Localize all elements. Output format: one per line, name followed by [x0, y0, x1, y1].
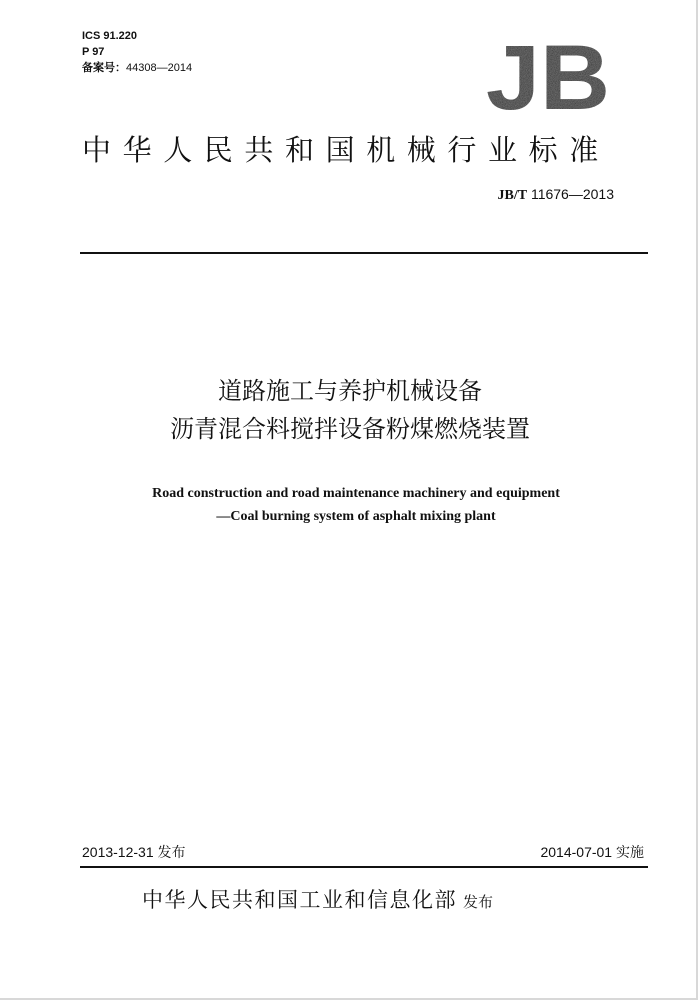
classification-code: P 97 [82, 46, 105, 58]
record-number [82, 60, 192, 76]
ics-code: ICS 91.220 [82, 30, 138, 42]
chinese-title-line-2: 沥青混合料搅拌设备粉煤燃烧装置 [170, 415, 530, 443]
english-title-line-1: Road construction and road maintenance machinery and equipment [152, 486, 560, 501]
top-divider [80, 252, 648, 254]
classification-block [82, 28, 192, 76]
chinese-title-line-1: 道路施工与养护机械设备 [218, 377, 482, 405]
record-value: 44308—2014 [126, 62, 193, 74]
publisher-name: 中华人民共和国工业和信息化部 [142, 888, 457, 912]
jb-logo [484, 38, 614, 114]
publisher-line [142, 884, 493, 914]
chinese-title [0, 372, 700, 448]
jb-logo-text: JB [486, 38, 610, 114]
publish-label: 发布 [463, 893, 494, 911]
english-title [0, 482, 700, 528]
standard-code-prefix: JB/T [497, 188, 528, 203]
standard-code-number: 11676—2013 [530, 186, 614, 202]
issue-date: 2013-12-31 发布 [82, 844, 186, 860]
record-label: 备案号： [82, 62, 126, 74]
english-title-line-2: —Coal burning system of asphalt mixing plant [216, 509, 496, 524]
standard-code [497, 186, 614, 204]
bottom-divider [80, 866, 648, 868]
standard-type-heading: 中华人民共和国机械行业标准 [82, 133, 610, 167]
implementation-date: 2014-07-01 实施 [540, 844, 644, 860]
